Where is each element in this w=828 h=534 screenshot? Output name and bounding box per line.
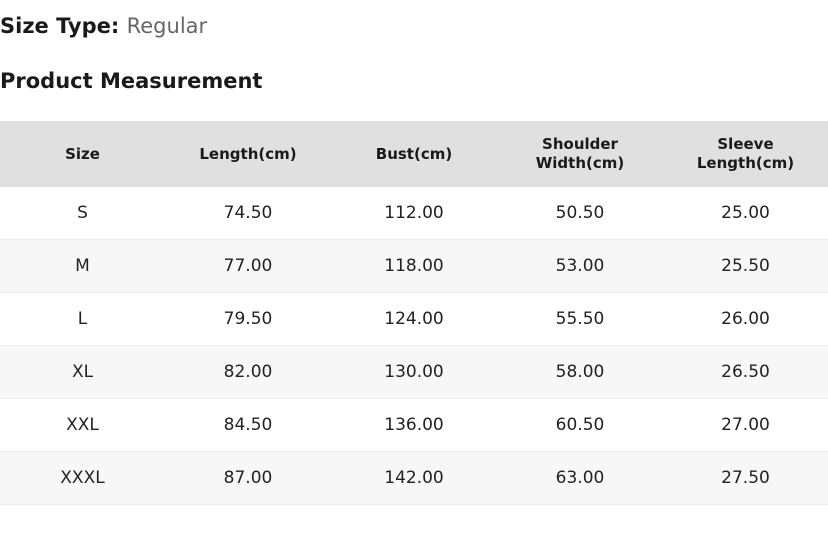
cell-size: S xyxy=(0,187,165,240)
cell-bust: 130.00 xyxy=(331,345,497,398)
cell-shoulder-width: 55.50 xyxy=(497,292,663,345)
column-header-bust: Bust(cm) xyxy=(331,121,497,187)
table-row xyxy=(0,345,828,398)
size-type-label: Size Type: xyxy=(0,14,120,38)
cell-length: 82.00 xyxy=(165,345,331,398)
table-row xyxy=(0,292,828,345)
table-header-row xyxy=(0,121,828,187)
table-row xyxy=(0,239,828,292)
cell-size: XXL xyxy=(0,398,165,451)
cell-sleeve-length: 27.00 xyxy=(663,398,828,451)
size-type-value: Regular xyxy=(126,14,208,38)
page-title: Product Measurement xyxy=(0,69,263,94)
cell-sleeve-length: 27.50 xyxy=(663,451,828,504)
cell-shoulder-width: 58.00 xyxy=(497,345,663,398)
cell-bust: 142.00 xyxy=(331,451,497,504)
column-header-size: Size xyxy=(0,121,165,187)
cell-shoulder-width: 50.50 xyxy=(497,187,663,240)
table-row xyxy=(0,187,828,240)
cell-bust: 118.00 xyxy=(331,239,497,292)
cell-length: 74.50 xyxy=(165,187,331,240)
size-type-line xyxy=(0,0,828,39)
cell-shoulder-width: 60.50 xyxy=(497,398,663,451)
cell-bust: 136.00 xyxy=(331,398,497,451)
cell-size: XL xyxy=(0,345,165,398)
table-row xyxy=(0,398,828,451)
table-row xyxy=(0,451,828,504)
cell-shoulder-width: 63.00 xyxy=(497,451,663,504)
cell-sleeve-length: 26.50 xyxy=(663,345,828,398)
cell-shoulder-width: 53.00 xyxy=(497,239,663,292)
cell-sleeve-length: 26.00 xyxy=(663,292,828,345)
cell-length: 87.00 xyxy=(165,451,331,504)
column-header-shoulder-width: Shoulder Width(cm) xyxy=(497,121,663,187)
cell-length: 79.50 xyxy=(165,292,331,345)
cell-length: 77.00 xyxy=(165,239,331,292)
cell-bust: 112.00 xyxy=(331,187,497,240)
cell-sleeve-length: 25.00 xyxy=(663,187,828,240)
product-measurement-table xyxy=(0,121,828,505)
column-header-length: Length(cm) xyxy=(165,121,331,187)
cell-size: XXXL xyxy=(0,451,165,504)
cell-size: L xyxy=(0,292,165,345)
cell-bust: 124.00 xyxy=(331,292,497,345)
column-header-sleeve-length: Sleeve Length(cm) xyxy=(663,121,828,187)
cell-size: M xyxy=(0,239,165,292)
cell-length: 84.50 xyxy=(165,398,331,451)
cell-sleeve-length: 25.50 xyxy=(663,239,828,292)
